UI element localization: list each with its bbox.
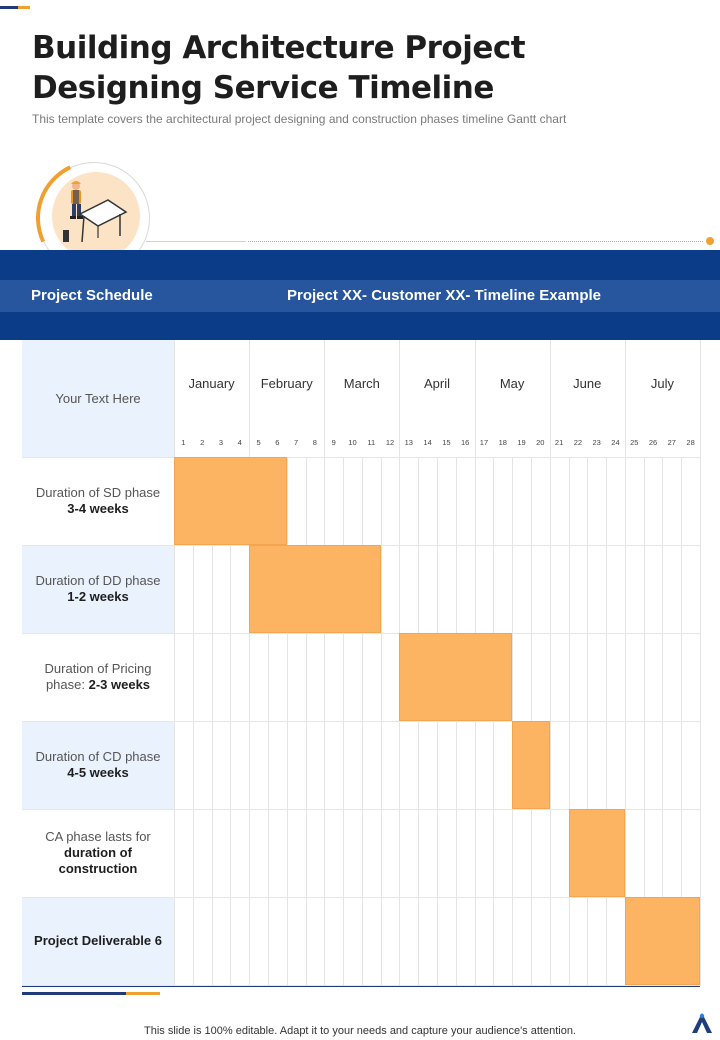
divider-dotted: [248, 241, 703, 242]
week-number: 9: [331, 438, 336, 447]
week-number: 16: [461, 438, 470, 447]
gantt-bar: [512, 721, 550, 809]
week-number: 26: [648, 438, 658, 447]
page-title: [32, 28, 592, 108]
row-header-cell: [22, 340, 174, 457]
week-number: 8: [312, 438, 317, 447]
phase-duration: 4-5 weeks: [67, 765, 129, 780]
week-number: 25: [630, 438, 639, 447]
month-divider: [475, 340, 476, 457]
month-label: June: [573, 376, 602, 391]
title-line-2: Designing Service Timeline: [32, 70, 494, 106]
brand-logo-icon: [690, 1012, 714, 1034]
phase-label-text: CA phase lasts for: [45, 829, 151, 844]
month-label: March: [343, 376, 380, 391]
project-schedule-label: Project Schedule: [31, 287, 153, 304]
bottom-rule: [22, 986, 700, 987]
month-divider: [174, 340, 175, 457]
week-number: 10: [348, 438, 357, 447]
phase-duration: 3-4 weeks: [67, 501, 129, 516]
week-number: 7: [294, 438, 299, 447]
phase-label: [22, 809, 174, 897]
week-number: 4: [237, 438, 242, 447]
month-divider: [324, 340, 325, 457]
month-divider: [700, 340, 701, 457]
architect-at-desk-icon: [58, 176, 134, 252]
phase-label-text: Duration of Pricing phase:: [44, 661, 152, 692]
grid-hline: [22, 897, 700, 898]
bottom-accent-orange: [126, 992, 160, 995]
week-number: 22: [573, 438, 583, 447]
week-number: 5: [256, 438, 261, 447]
divider-solid: [146, 241, 246, 242]
gantt-bar: [569, 809, 625, 897]
page-subtitle: This template covers the architectural project designing and construction phases timeline Gantt chart: [32, 112, 567, 126]
week-number: 12: [385, 438, 395, 447]
grid-hline: [22, 721, 700, 722]
phase-label: [22, 633, 174, 721]
timeline-title: Project XX- Customer XX- Timeline Example: [287, 287, 601, 304]
phase-label-text: Duration of DD phase: [35, 573, 161, 588]
phase-label: [22, 545, 174, 633]
grid-vline: [700, 457, 701, 986]
row-header-label: Your Text Here: [55, 390, 141, 406]
week-number: 24: [611, 438, 620, 447]
gantt-bar: [399, 633, 512, 721]
grid-hline: [22, 633, 700, 634]
month-label: May: [499, 376, 525, 391]
month-label: January: [188, 376, 235, 391]
month-label: July: [650, 376, 674, 391]
title-line-1: Building Architecture Project: [32, 30, 526, 66]
week-number: 15: [442, 438, 451, 447]
month-divider: [399, 340, 400, 457]
week-number: 6: [275, 438, 280, 447]
footer-note: This slide is 100% editable. Adapt it to your needs and capture your audience's attention.: [144, 1025, 576, 1037]
gantt-bar: [174, 457, 287, 545]
phase-duration: Project Deliverable 6: [34, 933, 162, 948]
week-number: 1: [181, 438, 186, 447]
month-divider: [550, 340, 551, 457]
top-accent: [0, 6, 30, 9]
week-number: 11: [367, 438, 376, 447]
phase-label: [22, 457, 174, 545]
week-number: 20: [536, 438, 545, 447]
divider-dot: [706, 237, 714, 245]
week-number: 18: [498, 438, 507, 447]
phase-duration: duration of construction: [58, 845, 138, 876]
week-number: 14: [423, 438, 432, 447]
phase-label: [22, 897, 174, 985]
month-divider: [249, 340, 250, 457]
week-number: 3: [218, 438, 224, 447]
gantt-bar: [249, 545, 381, 633]
phase-label-text: Duration of SD phase: [35, 485, 161, 500]
gantt-bar: [625, 897, 700, 985]
week-number: 19: [517, 438, 526, 447]
month-label: February: [260, 376, 313, 391]
phase-duration: 1-2 weeks: [67, 589, 129, 604]
week-number: 27: [667, 438, 676, 447]
grid-hline: [22, 457, 700, 458]
week-number: 17: [479, 438, 489, 447]
phase-label: [22, 721, 174, 809]
phase-label-text: Duration of CD phase: [35, 749, 161, 764]
week-number: 2: [200, 438, 205, 447]
phase-duration: 2-3 weeks: [88, 677, 151, 692]
week-number: 21: [554, 438, 564, 447]
month-label: April: [423, 376, 450, 391]
week-number: 23: [592, 438, 601, 447]
bottom-accent-navy: [22, 992, 126, 995]
week-number: 28: [686, 438, 695, 447]
week-number: 13: [404, 438, 413, 447]
month-divider: [625, 340, 626, 457]
